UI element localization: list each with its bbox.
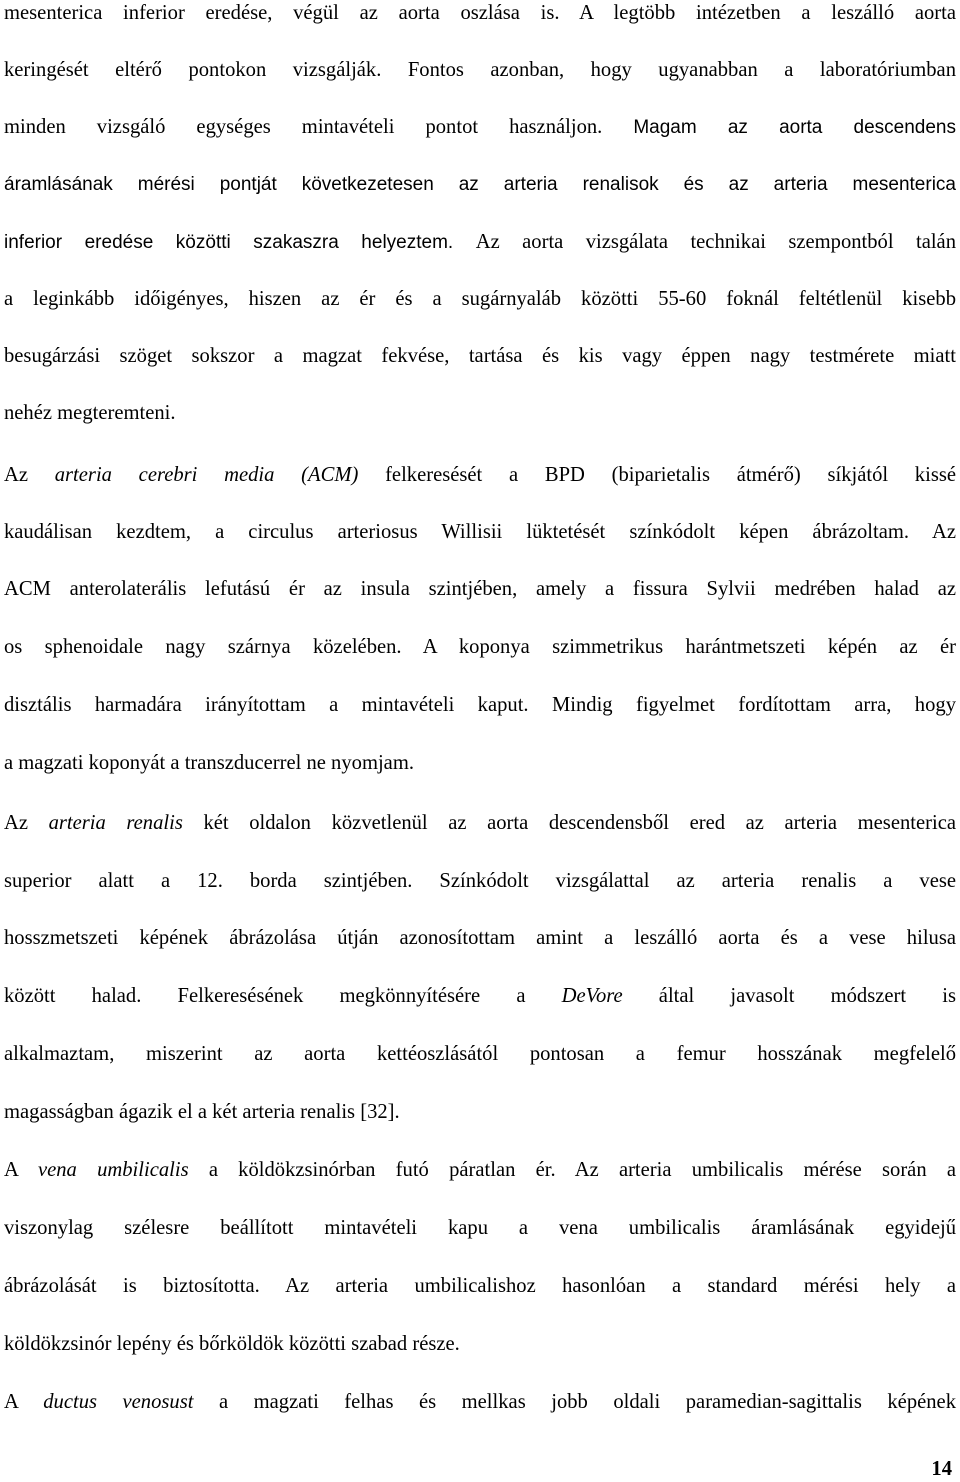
text-line: kaudálisan kezdtem, a circulus arteriosus Willisii lüktetését színkódolt képen ábrázoltam. Az bbox=[4, 521, 956, 543]
text-line: hosszmetszeti képének ábrázolása útján azonosítottam amint a leszálló aorta és a vese hilusa bbox=[4, 927, 956, 949]
text-line: besugárzási szöget sokszor a magzat fekvése, tartása és kis vagy éppen nagy testmérete miatt bbox=[4, 345, 956, 367]
italic-term: arteria cerebri media (ACM) bbox=[54, 464, 359, 486]
document-page bbox=[4, 0, 956, 1480]
text-line: os sphenoidale nagy szárnya közelében. A koponya szimmetrikus harántmetszeti képén az ér bbox=[4, 636, 956, 658]
italic-term: DeVore bbox=[561, 985, 623, 1007]
text-line: alkalmaztam, miszerint az aorta kettéoszlásától pontosan a femur hosszának megfelelő bbox=[4, 1043, 956, 1065]
text-line: ACM anterolaterális lefutású ér az insula szintjében, amely a fissura Sylvii medrében halad az bbox=[4, 578, 956, 600]
text-line: áramlásának mérési pontját következetesen az arteria renalisok és az arteria mesenterica bbox=[4, 174, 956, 195]
text-line: A ductus venosust a magzati felhas és mellkas jobb oldali paramedian-sagittalis képének bbox=[4, 1391, 956, 1413]
text-line: A vena umbilicalis a köldökzsinórban futó páratlan ér. Az arteria umbilicalis mérése során a bbox=[4, 1159, 956, 1181]
text-line: viszonylag szélesre beállított mintavételi kapu a vena umbilicalis áramlásának egyidejű bbox=[4, 1217, 956, 1239]
italic-term: arteria renalis bbox=[48, 812, 183, 834]
text-line: köldökzsinór lepény és bőrköldök közötti szabad része. bbox=[4, 1333, 460, 1355]
text-line: minden vizsgáló egységes mintavételi pontot használjon. Magam az aorta descendens bbox=[4, 116, 956, 138]
text-line: disztális harmadára irányítottam a mintavételi kaput. Mindig figyelmet fordítottam arra, hogy bbox=[4, 694, 956, 716]
text-line: a magzati koponyát a transzducerrel ne nyomjam. bbox=[4, 752, 414, 774]
text-line: nehéz megteremteni. bbox=[4, 402, 176, 424]
italic-term: ductus venosust bbox=[43, 1391, 194, 1413]
text-line: ábrázolását is biztosította. Az arteria umbilicalishoz hasonlóan a standard mérési hely a bbox=[4, 1275, 956, 1297]
italic-term: vena umbilicalis bbox=[37, 1159, 189, 1181]
text-line: keringését eltérő pontokon vizsgálják. Fontos azonban, hogy ugyanabban a laboratóriumban bbox=[4, 59, 956, 81]
text-line: magasságban ágazik el a két arteria renalis [32]. bbox=[4, 1101, 400, 1123]
text-line: Az arteria cerebri media (ACM) felkeresését a BPD (biparietalis átmérő) síkjától kissé bbox=[4, 464, 956, 486]
text-line: mesenterica inferior eredése, végül az aorta oszlása is. A legtöbb intézetben a leszálló aorta bbox=[4, 2, 956, 24]
text-line: között halad. Felkeresésének megkönnyítésére a DeVore által javasolt módszert is bbox=[4, 985, 956, 1007]
text-line: Az arteria renalis két oldalon közvetlenül az aorta descendensből ered az arteria mesenterica bbox=[4, 812, 956, 834]
text-line: a leginkább időigényes, hiszen az ér és a sugárnyaláb közötti 55-60 foknál feltétlenül kisebb bbox=[4, 288, 956, 310]
text-line: inferior eredése közötti szakaszra helyeztem. Az aorta vizsgálata technikai szempontból talán bbox=[4, 231, 956, 253]
page-number: 14 bbox=[931, 1458, 952, 1480]
text-line: superior alatt a 12. borda szintjében. Színkódolt vizsgálattal az arteria renalis a vese bbox=[4, 870, 956, 892]
